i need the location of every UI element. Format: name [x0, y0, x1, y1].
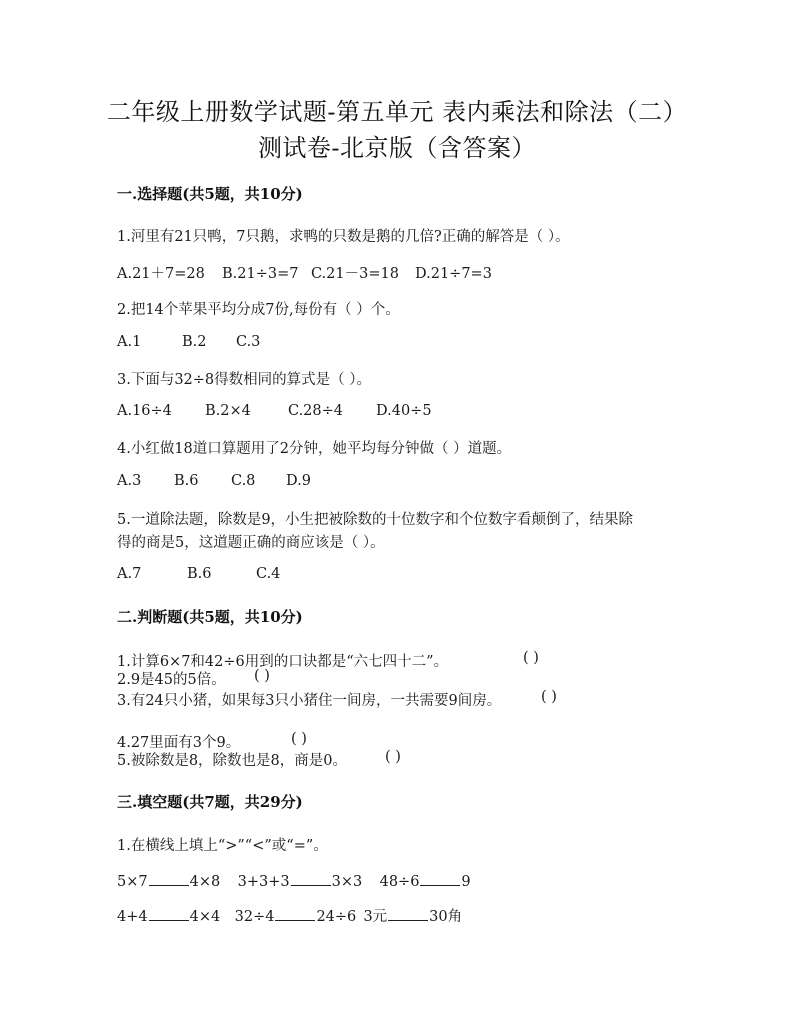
- judge-q3-answer-paren[interactable]: ( ): [541, 689, 557, 705]
- judge-q4-answer-paren[interactable]: ( ): [291, 731, 307, 747]
- judge-q3: 3.有24只小猪，如果每3只小猪住一间房，一共需要9间房。: [117, 693, 502, 709]
- option-b: B.6: [174, 473, 199, 489]
- option-a: A.3: [117, 473, 142, 489]
- section-heading-choice: 一.选择题(共5题，共10分): [117, 185, 303, 203]
- expr: 3×3: [331, 874, 363, 890]
- option-a: A.21＋7=28: [117, 266, 205, 282]
- section-heading-judge: 二.判断题(共5题，共10分): [117, 608, 303, 626]
- option-c: C.21－3=18: [311, 266, 399, 282]
- expr: 9: [461, 874, 471, 890]
- option-c: C.28÷4: [288, 403, 344, 419]
- expr: 4+4: [117, 909, 148, 925]
- blank-field[interactable]: [275, 906, 315, 921]
- option-b: B.21÷3=7: [222, 266, 299, 282]
- option-c: C.4: [256, 566, 281, 582]
- option-b: B.2×4: [205, 403, 251, 419]
- fill-row-2: [117, 905, 462, 926]
- choice-q3-stem: 3.下面与32÷8得数相同的算式是（ ）。: [117, 372, 372, 388]
- expr: 48÷6: [379, 874, 420, 890]
- option-a: A.1: [117, 334, 142, 350]
- judge-q4: 4.27里面有3个9。: [117, 735, 241, 751]
- choice-q1-stem: 1.河里有21只鸭，7只鹅，求鸭的只数是鹅的几倍?正确的解答是（ ）。: [117, 229, 570, 245]
- judge-q2: 2.9是45的5倍。: [117, 672, 226, 688]
- judge-q5-answer-paren[interactable]: ( ): [385, 749, 401, 765]
- blank-field[interactable]: [420, 871, 460, 886]
- expr: 30角: [429, 909, 463, 925]
- expr: 32÷4: [234, 909, 275, 925]
- judge-q5: 5.被除数是8，除数也是8，商是0。: [117, 753, 348, 769]
- expr: 24÷6: [316, 909, 357, 925]
- section-heading-fill: 三.填空题(共7题，共29分): [117, 793, 303, 811]
- judge-q1-answer-paren[interactable]: ( ): [523, 650, 539, 666]
- option-a: A.7: [117, 566, 142, 582]
- choice-q2-options: [117, 334, 260, 350]
- choice-q5-options: [117, 566, 280, 582]
- blank-field[interactable]: [149, 871, 189, 886]
- option-c: C.8: [231, 473, 256, 489]
- title-line-2: 测试卷-北京版（含答案）: [257, 134, 537, 162]
- choice-q4-stem: 4.小红做18道口算题用了2分钟，她平均每分钟做（ ）道题。: [117, 441, 512, 457]
- choice-q2-stem: 2.把14个苹果平均分成7份,每份有（ ）个。: [117, 302, 400, 318]
- option-b: B.2: [182, 334, 207, 350]
- option-c: C.3: [236, 334, 261, 350]
- choice-q5-stem-line-2: 得的商是5，这道题正确的商应该是（ ）。: [117, 535, 385, 551]
- option-a: A.16÷4: [117, 403, 172, 419]
- blank-field[interactable]: [388, 906, 428, 921]
- option-d: D.9: [286, 473, 311, 489]
- choice-q3-options: [117, 403, 432, 419]
- expr: 4×8: [189, 874, 221, 890]
- blank-field[interactable]: [149, 906, 189, 921]
- option-b: B.6: [187, 566, 212, 582]
- choice-q5-stem-line-1: 5.一道除法题，除数是9，小生把被除数的十位数字和个位数字看颠倒了，结果除: [117, 512, 634, 528]
- choice-q1-options: [117, 262, 492, 283]
- judge-q1: 1.计算6×7和42÷6用到的口诀都是“六七四十二”。: [117, 654, 449, 670]
- title-line-1: 二年级上册数学试题-第五单元 表内乘法和除法（二）: [106, 98, 688, 126]
- judge-q2-answer-paren[interactable]: ( ): [254, 668, 270, 684]
- option-d: D.21÷7=3: [415, 266, 492, 282]
- choice-q4-options: [117, 473, 311, 489]
- option-d: D.40÷5: [376, 403, 432, 419]
- expr: 5×7: [117, 874, 148, 890]
- expr: 4×4: [189, 909, 221, 925]
- expr: 3元: [363, 909, 388, 925]
- fill-q1-stem: 1.在横线上填上“>”“<”或“=”。: [117, 838, 328, 854]
- fill-row-1: [117, 871, 471, 890]
- expr: 3+3+3: [237, 874, 290, 890]
- blank-field[interactable]: [291, 871, 331, 886]
